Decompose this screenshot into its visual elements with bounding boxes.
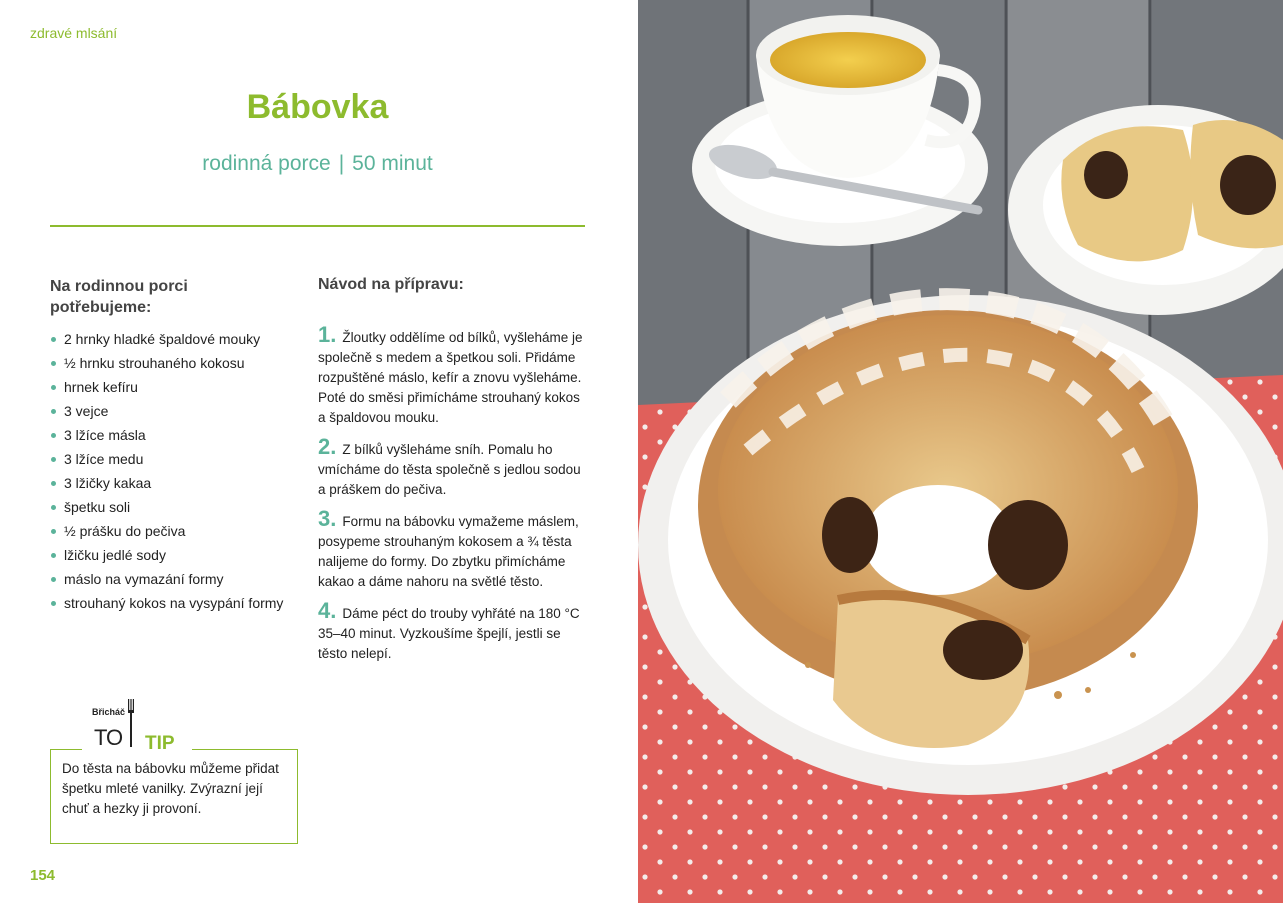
instructions-heading: Návod na přípravu: — [318, 276, 464, 293]
ingredient-item: špetku soli — [50, 497, 290, 517]
step-text: Dáme péct do trouby vyhřáté na 180 °C 35–40 minut. Vyzkoušíme špejlí, jestli se těsto nelepí. — [318, 606, 580, 661]
ingredient-item: máslo na vymazání formy — [50, 569, 290, 589]
tip-logo-small: Břicháč — [92, 707, 126, 717]
fork-icon — [128, 699, 134, 747]
ingredient-item: hrnek kefíru — [50, 377, 290, 397]
step-text: Formu na bábovku vymažeme máslem, posypeme strouhaným kokosem a ¾ těsta nalijeme do formy. Do zbytku přimícháme kakao a dáme nahoru na světlé těsto. — [318, 514, 579, 589]
ingredient-item: strouhaný kokos na vysypání formy — [50, 593, 290, 613]
instructions-list — [318, 322, 588, 673]
step-text: Z bílků vyšleháme sníh. Pomalu ho vmícháme do těsta společně s jedlou sodou a práškem do pečiva. — [318, 442, 581, 497]
time-label: 50 minut — [352, 152, 433, 175]
left-page — [0, 0, 638, 903]
food-photo — [638, 0, 1283, 903]
ingredients-list — [50, 329, 290, 617]
instruction-step — [318, 434, 588, 500]
meta-separator: | — [338, 152, 345, 175]
title-divider — [50, 225, 585, 227]
step-number: 2. — [318, 434, 337, 459]
tip-label: TIP — [145, 733, 175, 754]
ingredient-item: ½ prášku do pečiva — [50, 521, 290, 541]
ingredient-item: lžičku jedlé sody — [50, 545, 290, 565]
ingredient-item: 2 hrnky hladké špaldové mouky — [50, 329, 290, 349]
ingredient-item: 3 lžíce medu — [50, 449, 290, 469]
portion-label: rodinná porce — [202, 152, 331, 175]
section-tag: zdravé mlsání — [30, 25, 118, 41]
ingredient-item: 3 lžíce másla — [50, 425, 290, 445]
step-number: 1. — [318, 322, 337, 347]
step-number: 3. — [318, 506, 337, 531]
bundt-cake-photo — [638, 0, 1283, 903]
ingredient-item: 3 vejce — [50, 401, 290, 421]
recipe-title: Bábovka — [246, 88, 389, 126]
recipe-meta — [0, 152, 635, 176]
ingredient-item: 3 lžičky kakaa — [50, 473, 290, 493]
ingredient-item: ½ hrnku strouhaného kokosu — [50, 353, 290, 373]
ingredients-heading: Na rodinnou porci potřebujeme: — [50, 278, 188, 316]
tip-text: Do těsta na bábovku můžeme přidat špetku mleté vanilky. Zvýrazní její chuť a hezky ji provoní. — [62, 761, 279, 816]
page-number: 154 — [30, 867, 56, 884]
step-number: 4. — [318, 598, 337, 623]
tip-logo — [82, 697, 192, 755]
step-text: Žloutky oddělíme od bílků, vyšleháme je společně s medem a špetkou soli. Přidáme rozpuštěné máslo, kefír a znovu vyšleháme. Poté do směsi přimícháme strouhaný kokos a špaldovou mouku. — [318, 330, 583, 425]
instruction-step — [318, 598, 588, 664]
instruction-step — [318, 506, 588, 592]
instruction-step — [318, 322, 588, 428]
tip-logo-big: TO — [94, 725, 123, 750]
